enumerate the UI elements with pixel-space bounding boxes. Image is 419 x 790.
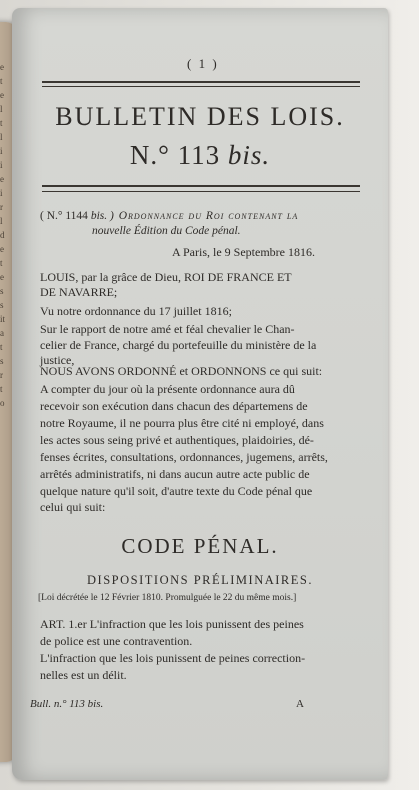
facing-page-text-fragment: i: [0, 188, 3, 198]
bulletin-title: BULLETIN DES LOIS.: [55, 102, 345, 131]
facing-page-text-fragment: s: [0, 356, 4, 366]
facing-page-text-fragment: l: [0, 216, 3, 226]
body-line: NOUS AVONS ORDONNÉ et ORDONNONS ce qui suit:: [40, 364, 323, 378]
bulletin-number: [12, 140, 388, 171]
facing-page-text-fragment: e: [0, 90, 4, 100]
page-number: ( 1 ): [187, 56, 219, 71]
facing-page-text-fragment: e: [0, 244, 4, 254]
body-line: Vu notre ordonnance du 17 juillet 1816;: [40, 304, 232, 318]
dateline: A Paris, le 9 Septembre 1816.: [172, 245, 315, 259]
body-line: arrêtés administratifs, ni dans aucun autre acte public de: [40, 467, 310, 481]
article-line: L'infraction que les lois punissent de peines correction-: [40, 651, 306, 665]
code-penal-title: CODE PÉNAL.: [121, 534, 279, 558]
facing-page-text-fragment: it: [0, 314, 6, 324]
footer-signature-letter: A: [296, 698, 304, 710]
facing-page-text-fragment: e: [0, 62, 4, 72]
bulletin-number-bis: bis.: [227, 140, 271, 170]
facing-page-text-fragment: r: [0, 370, 3, 380]
facing-page-text-fragment: e: [0, 174, 4, 184]
facing-page-text-fragment: i: [0, 146, 3, 156]
ordonnance-heading: [40, 209, 370, 223]
heading-bis: bis.: [90, 210, 108, 222]
facing-page-text-fragment: t: [0, 76, 3, 86]
body-line: les actes sous seing privé et authentiques, plaidoiries, dé-: [40, 433, 314, 447]
mid-rule: [42, 185, 360, 187]
facing-page-text-fragment: l: [0, 132, 3, 142]
body-line: celui qui suit:: [40, 500, 106, 514]
facing-page-text-fragment: s: [0, 300, 4, 310]
heading-rest: ) Ordonnance du Roi contenant la: [109, 210, 299, 222]
body-line: celier de France, chargé du portefeuille du ministère de la: [40, 338, 317, 352]
facing-page-text-fragment: s: [0, 286, 4, 296]
body-line: quelque nature qu'il soit, d'autre texte du Code pénal que: [40, 484, 313, 498]
heading-num: ( N.° 1144: [40, 210, 88, 222]
top-rule-thin: [42, 86, 360, 87]
body-line: notre Royaume, il ne pourra plus être cité ni employé, dans: [40, 416, 324, 430]
body-line: fenses écrites, consultations, ordonnances, jugemens, arrêts,: [40, 450, 328, 464]
body-line: Sur le rapport de notre amé et féal chevalier le Chan-: [40, 322, 295, 336]
article-line: de police est une contravention.: [40, 634, 193, 648]
facing-page-text-fragment: i: [0, 160, 3, 170]
article-line: nelles est un délit.: [40, 668, 127, 682]
article-line: ART. 1.er L'infraction que les lois punissent des peines: [40, 617, 304, 631]
body-line: A compter du jour où la présente ordonnance aura dû: [40, 382, 295, 396]
body-line: LOUIS, par la grâce de Dieu, ROI DE FRANCE ET: [40, 270, 292, 284]
printed-page: [12, 8, 388, 780]
footer-signature: Bull. n.° 113 bis.: [30, 698, 104, 710]
facing-page-text-fragment: t: [0, 258, 3, 268]
body-line: recevoir son exécution dans chacun des départemens de: [40, 399, 308, 413]
facing-page-text-fragment: t: [0, 384, 3, 394]
facing-page-text-fragment: t: [0, 118, 3, 128]
facing-page-text-fragment: l: [0, 104, 3, 114]
heading-line2-text: nouvelle Édition du Code pénal.: [92, 225, 241, 237]
facing-page-text-fragment: t: [0, 342, 3, 352]
body-line: DE NAVARRE;: [40, 285, 118, 299]
bulletin-number-main: N.° 113: [129, 140, 221, 170]
dispositions-heading: DISPOSITIONS PRÉLIMINAIRES.: [87, 573, 313, 587]
facing-page-text-fragment: a: [0, 328, 4, 338]
ordonnance-heading-line2: [92, 224, 419, 238]
facing-page-text-fragment: d: [0, 230, 5, 240]
facing-page-text-fragment: o: [0, 398, 5, 408]
decree-note: [Loi décrétée le 12 Février 1810. Promulguée le 22 du même mois.]: [38, 593, 297, 603]
facing-page-text-fragment: e: [0, 272, 4, 282]
facing-page-text-fragment: r: [0, 202, 3, 212]
mid-rule-thin: [42, 191, 360, 192]
top-rule: [42, 81, 360, 83]
body-line: justice,: [40, 353, 75, 367]
